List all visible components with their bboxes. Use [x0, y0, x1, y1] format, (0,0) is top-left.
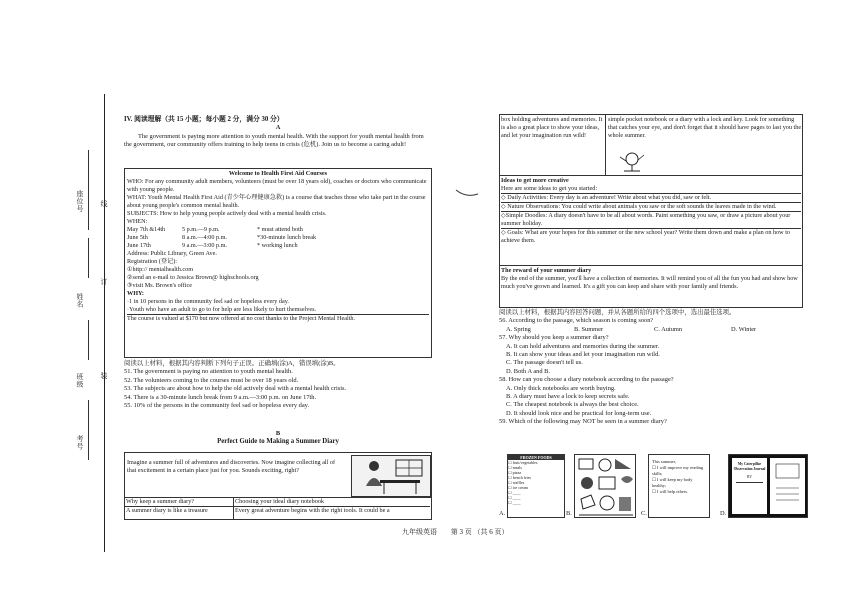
- idea-goals: ◇ Goals: What are your hopes for this summer or the new school year? Write them down and make a plan on how to achieve them.: [501, 228, 801, 245]
- left-column: [124, 116, 432, 150]
- footer-subject: 九年级英语: [402, 528, 437, 536]
- notice-when-label: WHEN:: [127, 218, 148, 225]
- goal-item-text: I will keep my body healthy;: [652, 477, 693, 488]
- reward-text: By the end of the summer, you'll have a collection of memories. It will remind you of all the fun you had and show how much you've grown and learned. It's a gift you can keep and share with your family and friends.: [501, 275, 798, 290]
- tf-question-55: 55. 10% of the persons in the community feel sad or hopeless every day.: [124, 402, 310, 410]
- registration-item: ①http:// mentalhealth.com: [127, 266, 194, 273]
- tf-instruction: 阅读以上材料，根据其内容判断下列句子正误。正确填(涂)A，错误填(涂)B。: [124, 360, 340, 367]
- option-a-frozen-foods-list: [507, 454, 565, 518]
- schedule-row: [127, 226, 429, 234]
- idea-simple-doodles: ◇Simple Doodles: A diary doesn't have to be all about words. Paint something you saw, or draw a picture about your summer holiday.: [501, 211, 801, 228]
- notice-address: Address: Public Library, Green Ave.: [127, 250, 217, 257]
- section-title: IV. 阅读理解（共 15 小题；每小题 2 分，满分 30 分）: [124, 116, 284, 123]
- part-a-intro: The government is paying more attention to youth mental health. With the support for youth mental health from the government, our community offers training to help teens in crisis (危机). Join us to become a caring adult!: [124, 132, 424, 149]
- frozen-item-text: pizza: [512, 470, 522, 475]
- option-c-goals-page: [648, 454, 710, 518]
- exam-number-label: 考号: [76, 435, 84, 450]
- schedule-note: *30-minute lunch break: [257, 234, 317, 241]
- ideas-heading: Ideas to get more creative: [501, 177, 569, 184]
- tf-question-51: 51. The government is paying no attention to youth mental health.: [124, 368, 293, 376]
- option-c: C. Autumn: [654, 325, 683, 333]
- registration-item: ③visit Ms. Brown's office: [127, 282, 192, 289]
- girl-writing-picture: [351, 455, 431, 497]
- option-b: B. Summer: [574, 325, 604, 333]
- page-footer: [402, 527, 509, 537]
- tf-question-54: 54. There is a 30-minute lunch break from 9 a.m.—3:00 p.m. on June 17th.: [124, 393, 317, 401]
- doodle-drawing: [575, 455, 636, 518]
- reward-box: [499, 266, 803, 308]
- diary-intro-box: [124, 452, 432, 498]
- option-a: A. It can hold adventures and memories during the summer.: [506, 342, 660, 350]
- goals-title: This summer,: [652, 459, 676, 464]
- question-58: 58. How can you choose a diary notebook according to the passage?: [499, 376, 674, 384]
- plant-pot-picture: [612, 149, 652, 173]
- class-label: 班级: [76, 373, 84, 388]
- schedule-row: [127, 234, 429, 242]
- frozen-item-text: ice cream: [512, 485, 529, 490]
- frozen-item-text: meals: [512, 465, 522, 470]
- notice-why-label: WHY:: [127, 290, 144, 297]
- option-d: D. Both A and B.: [506, 367, 551, 375]
- seat-number-label: 座位号: [76, 190, 84, 213]
- schedule-time: 8 a.m.—4:00 p.m.: [182, 234, 228, 241]
- frozen-foods-title: FROZEN FOODS: [508, 455, 564, 460]
- journal-line: [736, 482, 763, 483]
- table-divider: [605, 115, 606, 175]
- treasure-box-text: box holding adventures and memories. It is also a great place to show your ideas, and let your imagination run wild!: [501, 116, 603, 139]
- part-b-label: B: [275, 430, 281, 437]
- caterpillar-drawing: [770, 458, 805, 514]
- goal-item-text: I will improve my reading skills;: [652, 465, 704, 476]
- reward-heading: The reward of your summer diary: [501, 267, 592, 274]
- option-a: A. Only thick notebooks are worth buying.: [506, 384, 616, 392]
- margin-dash-line: [88, 150, 89, 230]
- blank-lines: ☐ ____ ☐ ____ ☐ ____: [508, 490, 521, 505]
- goal-item: ☐ I will keep my body healthy;: [652, 477, 693, 488]
- frozen-item: ☐ waffles: [508, 480, 525, 485]
- frozen-item: ☐ meals: [508, 465, 522, 470]
- why-keep-text: A summer diary is like a treasure: [126, 507, 208, 514]
- notice-title: Welcome to Health First Aid Courses: [228, 170, 328, 177]
- option-d: D. It should look nice and be practical for long-term use.: [506, 409, 652, 417]
- option-a-letter: A.: [499, 510, 506, 517]
- frozen-item: ☐ french fries: [508, 475, 531, 480]
- tf-question-52: 52. The volunteers coming to the courses must be over 18 years old.: [124, 376, 299, 384]
- why-keep-heading: Why keep a summer diary?: [125, 498, 233, 507]
- option-b: B. It can show your ideas and let your imagination run wild.: [506, 351, 660, 359]
- schedule-row: [127, 242, 429, 250]
- option-d-letter: D.: [720, 510, 727, 517]
- notice-who: WHO: For any community adult members, volunteers (must be over 18 years old), coaches or doctors who communicate with young people.: [127, 178, 427, 193]
- frozen-item-text: fruit/vegetables: [512, 460, 538, 465]
- notice-what: WHAT: Youth Mental Health First Aid (青少年心理健康急救) is a course that teaches those who take part in the course about young people's common mental health.: [127, 194, 426, 209]
- frozen-item: ☐ pizza: [508, 470, 522, 475]
- question-56: 56. According to the passage, which season is coming soon?: [499, 317, 654, 325]
- frozen-item-text: waffles: [512, 480, 525, 485]
- journal-by: BY: [747, 475, 752, 480]
- question-59: 59. Which of the following may NOT be seen in a summer diary?: [499, 418, 667, 426]
- registration-item: ②send an e-mail to Jessica Brown@ highschools.org: [127, 274, 259, 281]
- multiple-choice-section: [499, 309, 809, 427]
- question-56-options: [499, 326, 809, 334]
- why-item: ·1 in 10 persons in the community feel sad or hopeless every day.: [127, 298, 289, 305]
- notice-subjects: SUBJECTS: How to help young people actively deal with a mental health crisis.: [127, 210, 327, 217]
- choose-notebook-text: Every great adventure begins with the right tools. It could be a: [235, 507, 390, 514]
- notice-cost: The course is valued at $170 but now offered at no cost thanks to the Project Mental Health.: [127, 314, 429, 323]
- option-d-observation-journal: [728, 454, 808, 518]
- diary-intro-text: Imagine a summer full of adventures and discoveries. Now imagine collecting all of that excitement in a certain place just for you. Sounds exciting, right?: [127, 459, 336, 474]
- mc-instruction: 阅读以上材料，根据其内容回答问题，并从各题所给的四个选项中，选出最佳选项。: [499, 309, 736, 316]
- true-false-section: [124, 360, 434, 410]
- ideas-intro: Here are some ideas to get you started:: [501, 185, 598, 192]
- option-c-letter: C.: [641, 510, 647, 517]
- pocket-notebook-text: simple pocket notebook or a diary with a lock and key. Look for something that catches your eye, and don't forget that it should have pages to last you the whole summer.: [608, 116, 802, 139]
- schedule-time: 9 a.m.—3:00 p.m.: [182, 242, 228, 249]
- idea-daily-activities: ◇ Daily Activities: Every day is an adventure! Write about what you did, saw or felt.: [501, 193, 801, 202]
- margin-rule: [104, 94, 105, 552]
- footer-page: 第 3 页 （共 6 页）: [450, 528, 509, 536]
- goal-item-text: I will help others.: [657, 489, 689, 494]
- course-notice: [124, 168, 432, 358]
- name-label: 姓名: [76, 293, 84, 308]
- goal-item: ☐ I will improve my reading skills;: [652, 465, 704, 476]
- tf-question-53: 53. The subjects are about how to help the old actively deal with a mental health crisis.: [124, 385, 347, 393]
- schedule-time: 5 p.m.—9 p.m.: [182, 226, 220, 233]
- journal-page-right: [770, 458, 805, 514]
- frozen-item-text: french fries: [512, 475, 531, 480]
- schedule-note: * working lunch: [257, 242, 298, 249]
- journal-title: My Caterpillar Observation Journal: [733, 462, 766, 471]
- margin-dash-line: [88, 320, 89, 360]
- option-c: C. The passage doesn't tell us.: [506, 359, 583, 367]
- margin-dash-line: [88, 238, 89, 278]
- journal-page-left: [732, 458, 767, 514]
- girl-writing-drawing: [352, 456, 430, 496]
- schedule-date: June 5th: [127, 234, 148, 241]
- order-label: 订: [100, 278, 108, 286]
- seal-line-label: 线: [100, 200, 108, 208]
- schedule-date: June 17th: [127, 242, 151, 249]
- choose-notebook-cell: [234, 498, 430, 519]
- option-c: C. The cheapest notebook is always the best choice.: [506, 401, 639, 409]
- option-a: A. Spring: [506, 325, 531, 333]
- question-57: 57. Why should you keep a summer diary?: [499, 334, 609, 342]
- part-a-label: A: [275, 124, 281, 132]
- option-d: D. Winter: [731, 325, 757, 333]
- why-keep-cell: [125, 498, 234, 519]
- ideas-box: [499, 176, 803, 266]
- choose-notebook-heading: Choosing your ideal diary notebook: [234, 498, 430, 507]
- option-b: B. A diary must have a lock to keep secrets safe.: [506, 393, 630, 401]
- notice-registration: Registration (登记):: [127, 258, 178, 265]
- schedule-note: * must attend both: [257, 226, 303, 233]
- frozen-item: ☐ ice cream: [508, 485, 529, 490]
- binding-label: 装: [100, 372, 108, 380]
- diary-continued-table: [499, 114, 803, 176]
- schedule-date: May 7th &14th: [127, 226, 166, 233]
- goal-item: ☐ I will help others.: [652, 489, 689, 494]
- part-b-title: Perfect Guide to Making a Summer Diary: [217, 438, 339, 446]
- option-b-doodles: [574, 454, 636, 518]
- margin-dash-line: [88, 400, 89, 460]
- diary-bottom-table: [124, 498, 432, 520]
- option-b-letter: B.: [566, 510, 572, 517]
- why-item: ·Youth who have an adult to go to for help are less likely to hurt themselves.: [127, 306, 317, 313]
- stray-pen-mark: [454, 186, 480, 200]
- frozen-item: ☐ fruit/vegetables: [508, 460, 538, 465]
- part-b-header: [124, 430, 432, 447]
- idea-nature-observations: ◇ Nature Observations: You could write about animals you saw or the soft sounds the leaves made in the wind.: [501, 202, 801, 211]
